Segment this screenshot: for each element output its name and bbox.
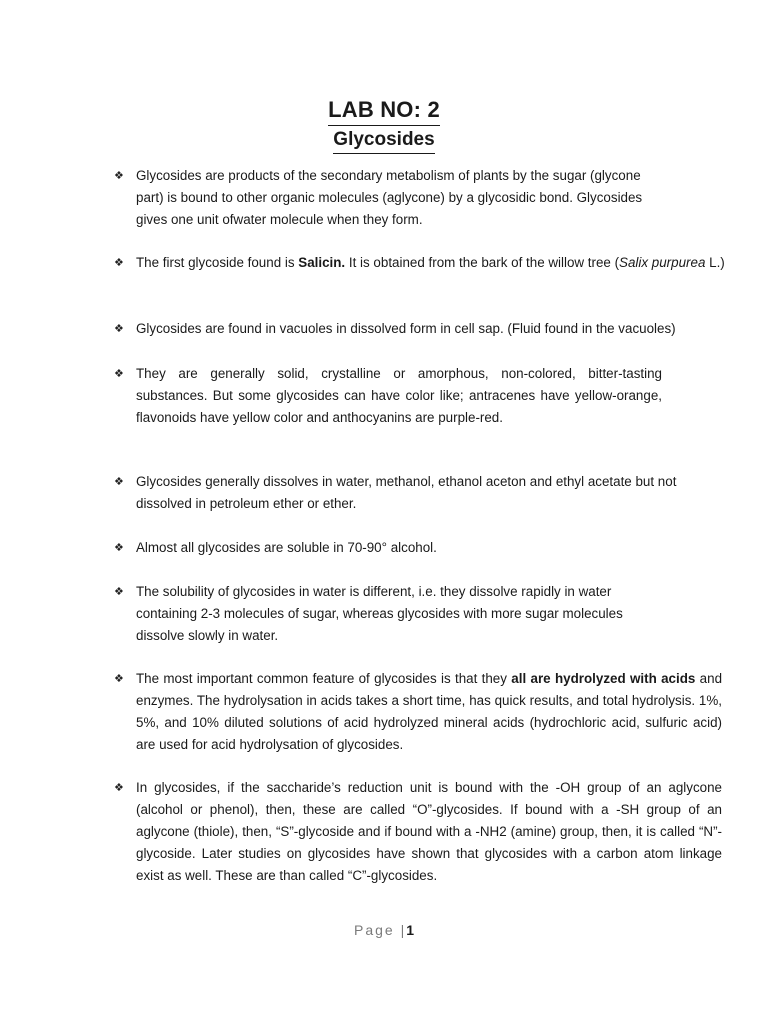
list-item-text: Glycosides generally dissolves in water, methanol, ethanol aceton and ethyl acetate but not dissolved in petroleum ether or ether. (136, 474, 677, 511)
diamond-bullet-icon: ❖ (114, 257, 124, 269)
diamond-bullet-icon: ❖ (114, 323, 124, 335)
italic-term: Salix purpurea (619, 255, 706, 270)
diamond-bullet-icon: ❖ (114, 170, 124, 182)
diamond-bullet-icon: ❖ (114, 673, 124, 685)
list-item-text: The solubility of glycosides in water is different, i.e. they dissolve rapidly in water containing 2-3 molecules of sugar, whereas glycosides with more sugar molecules dissolve slowly in water. (136, 584, 623, 643)
page-number: 1 (406, 922, 415, 938)
diamond-bullet-icon: ❖ (114, 368, 124, 380)
list-item-text: They are generally solid, crystalline or amorphous, non-colored, bitter-tasting substances. But some glycosides can have color like; antracenes have yellow-orange, flavonoids have yellow color and anthocyanins are purple-red. (136, 366, 662, 425)
list-item-text: The most important common feature of glycosides is that they all are hydrolyzed with acids and enzymes. The hydrolysation in acids takes a short time, has quick results, and total hydrolysis. 1%, 5%, and 10% diluted solutions of acid hydrolyzed mineral acids (hydrochloric acid, sulfuric acid) are used for acid hydrolysation of glycosides. (136, 671, 723, 752)
diamond-bullet-icon: ❖ (114, 542, 124, 554)
title-block (0, 96, 768, 154)
bold-term: all are hydrolyzed with acids (511, 671, 696, 686)
list-item-text: Glycosides are found in vacuoles in dissolved form in cell sap. (Fluid found in the vacuoles) (136, 321, 676, 336)
page-label: Page | (353, 922, 407, 938)
page-title: LAB NO: 2 (328, 96, 440, 126)
page-subtitle: Glycosides (333, 128, 434, 154)
diamond-bullet-icon: ❖ (114, 782, 124, 794)
diamond-bullet-icon: ❖ (114, 586, 124, 598)
diamond-bullet-icon: ❖ (114, 476, 124, 488)
page-footer (0, 920, 768, 940)
bold-term: Salicin. (298, 255, 346, 270)
list-item-text: Almost all glycosides are soluble in 70-90° alcohol. (136, 540, 437, 555)
list-item-text: The first glycoside found is Salicin. It is obtained from the bark of the willow tree (Salix purpurea L.) (136, 255, 725, 270)
list-item-text: Glycosides are products of the secondary metabolism of plants by the sugar (glycone part) is bound to other organic molecules (aglycone) by a glycosidic bond. Glycosides gives one unit ofwater molecule when they form. (136, 168, 643, 227)
list-item-text: In glycosides, if the saccharide’s reduction unit is bound with the -OH group of an aglycone (alcohol or phenol), then, these are called “O”-glycosides. If bound with a -SH group of an aglycone (thiole), then, “S”-glycoside and if bound with a -NH2 (amine) group, then, it is called “N”-glycoside. Later studies on glycosides have shown that glycosides with a carbon atom linkage exist as well. These are than called “C”-glycosides. (136, 780, 722, 883)
